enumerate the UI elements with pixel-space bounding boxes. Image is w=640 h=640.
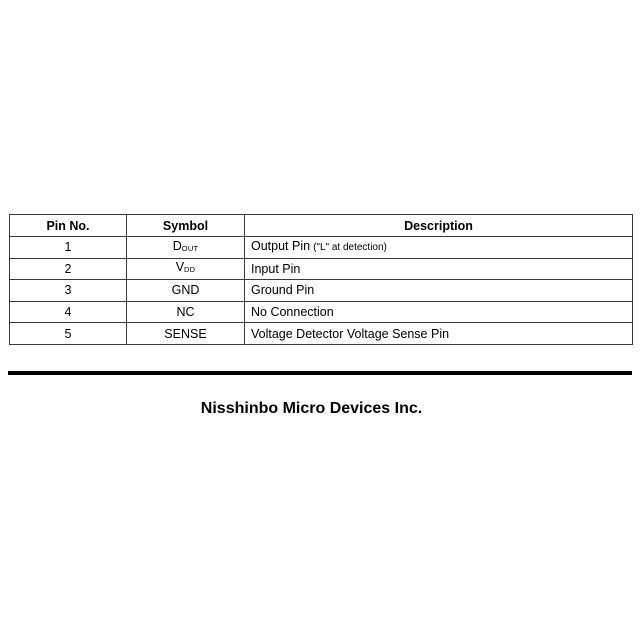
table-row — [10, 280, 633, 302]
symbol-main: SENSE — [164, 326, 207, 341]
symbol-main: NC — [176, 305, 195, 320]
table-body — [10, 237, 633, 345]
symbol-main: GND — [171, 283, 200, 298]
description-text: Input Pin — [251, 261, 301, 276]
description-text: Ground Pin — [251, 283, 315, 298]
symbol-subscript: OUT — [181, 243, 199, 253]
description-note: ("L" at detection) — [313, 242, 387, 254]
header-symbol: Symbol — [127, 215, 245, 237]
description-cell — [245, 301, 633, 323]
company-name: Nisshinbo Micro Devices Inc. — [200, 400, 423, 417]
pin-number-cell: 3 — [10, 280, 127, 302]
symbol-subscript: DD — [184, 265, 196, 275]
pin-number-cell: 1 — [10, 237, 127, 259]
description-cell — [245, 280, 633, 302]
pin-number-cell: 5 — [10, 323, 127, 345]
pin-description-table — [9, 214, 633, 345]
pin-number-cell: 2 — [10, 258, 127, 280]
header-pin-no: Pin No. — [10, 215, 127, 237]
description-text: No Connection — [251, 305, 334, 320]
symbol-main: D — [172, 238, 182, 253]
description-cell — [245, 323, 633, 345]
symbol-cell — [127, 280, 245, 302]
symbol-cell — [127, 301, 245, 323]
description-cell — [245, 237, 633, 259]
table-row — [10, 301, 633, 323]
symbol-main: V — [175, 260, 185, 275]
symbol-cell — [127, 323, 245, 345]
symbol-cell — [127, 237, 245, 259]
table-row — [10, 258, 633, 280]
header-row — [10, 215, 633, 237]
table-header — [10, 215, 633, 237]
footer-divider — [8, 371, 632, 375]
description-cell — [245, 258, 633, 280]
table-row — [10, 237, 633, 259]
description-text: Voltage Detector Voltage Sense Pin — [251, 326, 450, 341]
pin-number-cell: 4 — [10, 301, 127, 323]
header-description: Description — [245, 215, 633, 237]
description-text: Output Pin — [251, 239, 311, 254]
table-row — [10, 323, 633, 345]
symbol-cell — [127, 258, 245, 280]
